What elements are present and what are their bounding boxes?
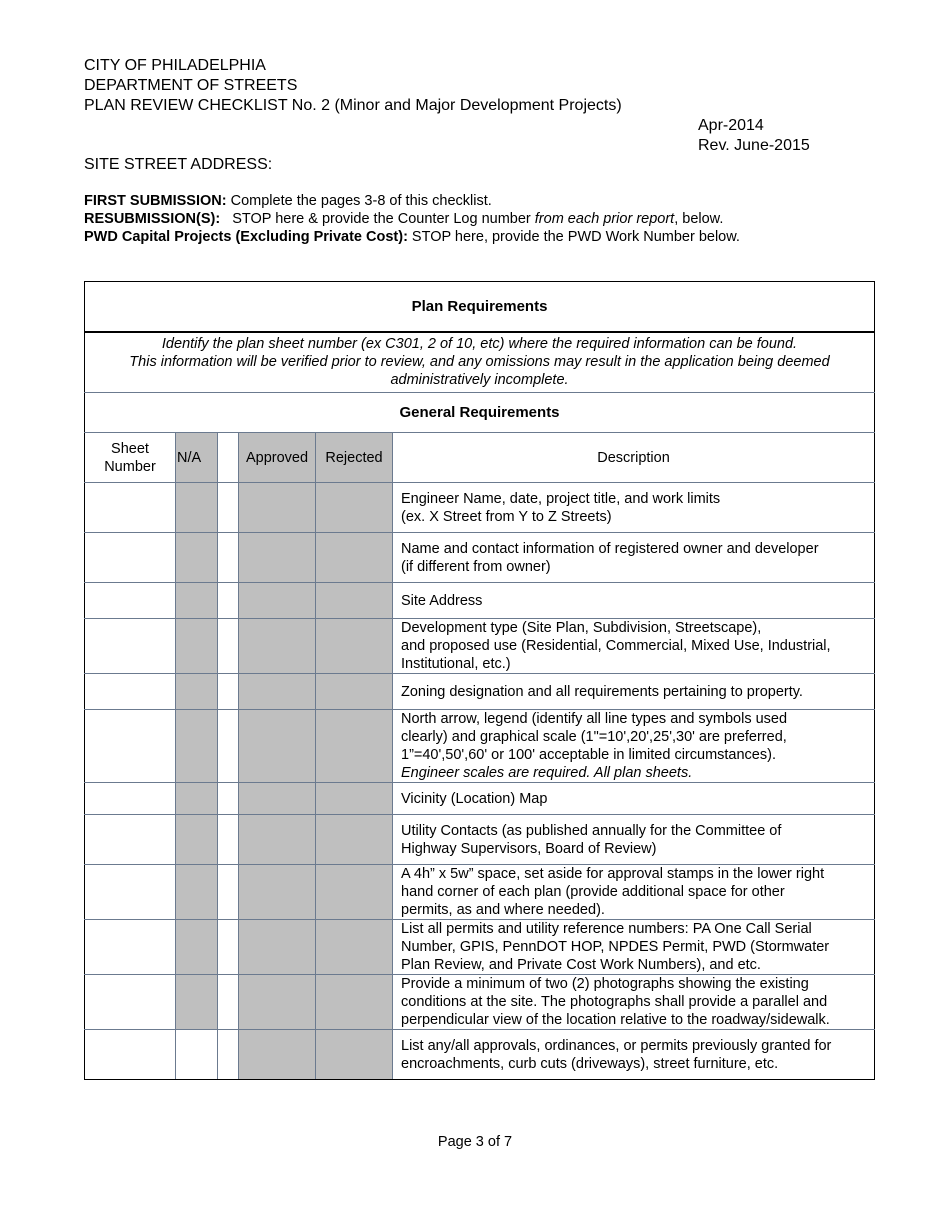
na-cell[interactable] (176, 619, 218, 674)
table-row (85, 865, 875, 920)
description-line: Engineer Name, date, project title, and work limits (401, 490, 721, 507)
table-row (85, 975, 875, 1030)
table-row (85, 583, 875, 619)
description-line: A 4h” x 5w” space, set aside for approval stamps in the lower right (401, 866, 825, 882)
description-line: Development type (Site Plan, Subdivision, Streetscape), (401, 620, 762, 636)
blank-cell (218, 815, 239, 865)
description-line: Highway Supervisors, Board of Review) (401, 840, 657, 857)
description-cell (393, 865, 875, 920)
description-line: conditions at the site. The photographs shall provide a parallel and (401, 994, 828, 1010)
requirements-rows (85, 483, 875, 1080)
description-line: Number, GPIS, PennDOT HOP, NPDES Permit, PWD (Stormwater (401, 939, 830, 955)
header-checklist-title: PLAN REVIEW CHECKLIST No. 2 (Minor and Major Development Projects) (84, 97, 622, 114)
blank-cell (218, 583, 239, 619)
description-cell (393, 583, 875, 619)
description-cell (393, 783, 875, 815)
table-row (85, 533, 875, 583)
approved-cell (239, 815, 316, 865)
plan-requirements-table (84, 281, 875, 1080)
blank-cell (218, 920, 239, 975)
column-header-approved: Approved (239, 433, 316, 483)
description-line: List any/all approvals, ordinances, or permits previously granted for (401, 1037, 832, 1054)
sheet-number-cell[interactable] (85, 710, 176, 783)
description-line: perpendicular view of the location relative to the roadway/sidewalk. (401, 1012, 830, 1028)
column-header-na: N/A (176, 433, 218, 483)
approved-cell (239, 920, 316, 975)
sheet-number-cell[interactable] (85, 783, 176, 815)
approved-cell (239, 975, 316, 1030)
rejected-cell (316, 533, 393, 583)
approved-cell (239, 710, 316, 783)
sheet-number-cell[interactable] (85, 1030, 176, 1080)
rejected-cell (316, 975, 393, 1030)
rejected-cell (316, 815, 393, 865)
resubmission-label: RESUBMISSION(S): (84, 211, 221, 227)
first-submission-text: Complete the pages 3-8 of this checklist. (226, 193, 492, 209)
header-city: CITY OF PHILADELPHIA (84, 57, 266, 74)
sheet-number-cell[interactable] (85, 975, 176, 1030)
sheet-number-cell[interactable] (85, 619, 176, 674)
pwd-capital-projects-text: STOP here, provide the PWD Work Number below. (407, 229, 740, 245)
description-line: North arrow, legend (identify all line types and symbols used (401, 711, 788, 727)
description-line: List all permits and utility reference numbers: PA One Call Serial (401, 921, 812, 937)
sheet-number-cell[interactable] (85, 583, 176, 619)
sheet-number-cell[interactable] (85, 533, 176, 583)
description-line: and proposed use (Residential, Commercial, Mixed Use, Industrial, (401, 638, 831, 654)
na-cell[interactable] (176, 815, 218, 865)
na-cell[interactable] (176, 710, 218, 783)
description-line: Site Address (401, 592, 483, 609)
description-cell (393, 483, 875, 533)
blank-cell (218, 975, 239, 1030)
na-cell[interactable] (176, 674, 218, 710)
rejected-cell (316, 619, 393, 674)
rejected-cell (316, 1030, 393, 1080)
description-line: (if different from owner) (401, 558, 551, 575)
description-cell (393, 975, 875, 1030)
resubmission-text-end: , below. (674, 211, 724, 227)
approved-cell (239, 783, 316, 815)
description-line: Institutional, etc.) (401, 656, 511, 672)
description-line: Engineer scales are required. All plan sheets. (401, 765, 693, 781)
description-line: (ex. X Street from Y to Z Streets) (401, 508, 612, 525)
blank-cell (218, 483, 239, 533)
page-number: Page 3 of 7 (437, 1134, 513, 1150)
na-cell[interactable] (176, 583, 218, 619)
rejected-cell (316, 674, 393, 710)
description-line: Provide a minimum of two (2) photographs showing the existing (401, 976, 809, 992)
sheet-number-cell[interactable] (85, 815, 176, 865)
approved-cell (239, 619, 316, 674)
description-cell (393, 710, 875, 783)
table-row (85, 483, 875, 533)
table-row (85, 710, 875, 783)
resubmission-line (84, 210, 723, 228)
first-submission-label: FIRST SUBMISSION: (84, 193, 227, 209)
site-street-address-label: SITE STREET ADDRESS: (84, 156, 273, 173)
description-cell (393, 1030, 875, 1080)
description-line: hand corner of each plan (provide additional space for other (401, 884, 785, 900)
description-line: permits, as and where needed). (401, 902, 605, 918)
na-cell[interactable] (176, 1030, 218, 1080)
pwd-capital-projects-label: PWD Capital Projects (Excluding Private Cost): (84, 229, 408, 245)
description-line: encroachments, curb cuts (driveways), street furniture, etc. (401, 1055, 779, 1072)
first-submission-line (84, 192, 492, 210)
header-revision-date: Rev. June-2015 (698, 137, 810, 154)
approved-cell (239, 674, 316, 710)
column-header-rejected: Rejected (316, 433, 393, 483)
description-line: 1”=40',50',60' or 100' acceptable in limited circumstances). (401, 747, 776, 763)
resubmission-text: STOP here & provide the Counter Log number (220, 211, 535, 227)
rejected-cell (316, 583, 393, 619)
sheet-number-cell[interactable] (85, 920, 176, 975)
description-line: Utility Contacts (as published annually for the Committee of (401, 822, 782, 839)
pwd-capital-projects-line (84, 228, 740, 246)
header-department: DEPARTMENT OF STREETS (84, 77, 298, 94)
table-row (85, 815, 875, 865)
na-cell[interactable] (176, 975, 218, 1030)
description-cell (393, 619, 875, 674)
approved-cell (239, 1030, 316, 1080)
table-row (85, 1030, 875, 1080)
na-cell[interactable] (176, 533, 218, 583)
description-cell (393, 920, 875, 975)
table-row (85, 674, 875, 710)
table-row (85, 920, 875, 975)
blank-cell (218, 1030, 239, 1080)
na-cell[interactable] (176, 483, 218, 533)
description-line: Plan Review, and Private Cost Work Numbers), and etc. (401, 957, 761, 973)
description-cell (393, 533, 875, 583)
description-line: Zoning designation and all requirements pertaining to property. (401, 683, 803, 700)
na-cell[interactable] (176, 865, 218, 920)
description-line: clearly) and graphical scale (1"=10',20',25',30' are preferred, (401, 729, 787, 745)
sheet-number-cell[interactable] (85, 865, 176, 920)
blank-cell (218, 674, 239, 710)
general-requirements-heading: General Requirements (85, 393, 875, 433)
column-header-row (85, 433, 875, 483)
description-line: Name and contact information of registered owner and developer (401, 540, 819, 557)
column-header-description: Description (393, 433, 875, 483)
description-cell (393, 815, 875, 865)
column-header-blank (218, 433, 239, 483)
resubmission-text-italic: from each prior report (534, 211, 675, 227)
rejected-cell (316, 920, 393, 975)
column-header-sheet-number: Sheet Number (85, 433, 176, 483)
plan-requirements-title: Plan Requirements (85, 282, 875, 332)
description-line: Vicinity (Location) Map (401, 790, 548, 807)
sheet-number-cell[interactable] (85, 483, 176, 533)
blank-cell (218, 783, 239, 815)
table-row (85, 619, 875, 674)
sheet-number-cell[interactable] (85, 674, 176, 710)
blank-cell (218, 865, 239, 920)
na-cell[interactable] (176, 920, 218, 975)
header-date: Apr-2014 (698, 117, 764, 134)
na-cell[interactable] (176, 783, 218, 815)
rejected-cell (316, 783, 393, 815)
approved-cell (239, 483, 316, 533)
rejected-cell (316, 710, 393, 783)
note-line-1: Identify the plan sheet number (ex C301, 2 of 10, etc) where the required information can be found. (161, 336, 798, 353)
blank-cell (218, 533, 239, 583)
blank-cell (218, 619, 239, 674)
approved-cell (239, 533, 316, 583)
approved-cell (239, 583, 316, 619)
table-row (85, 783, 875, 815)
note-line-2: This information will be verified prior to review, and any omissions may result in the application being deemed administratively incomplete. (129, 354, 830, 389)
rejected-cell (316, 865, 393, 920)
approved-cell (239, 865, 316, 920)
blank-cell (218, 710, 239, 783)
rejected-cell (316, 483, 393, 533)
plan-requirements-note (85, 332, 875, 393)
description-cell (393, 674, 875, 710)
